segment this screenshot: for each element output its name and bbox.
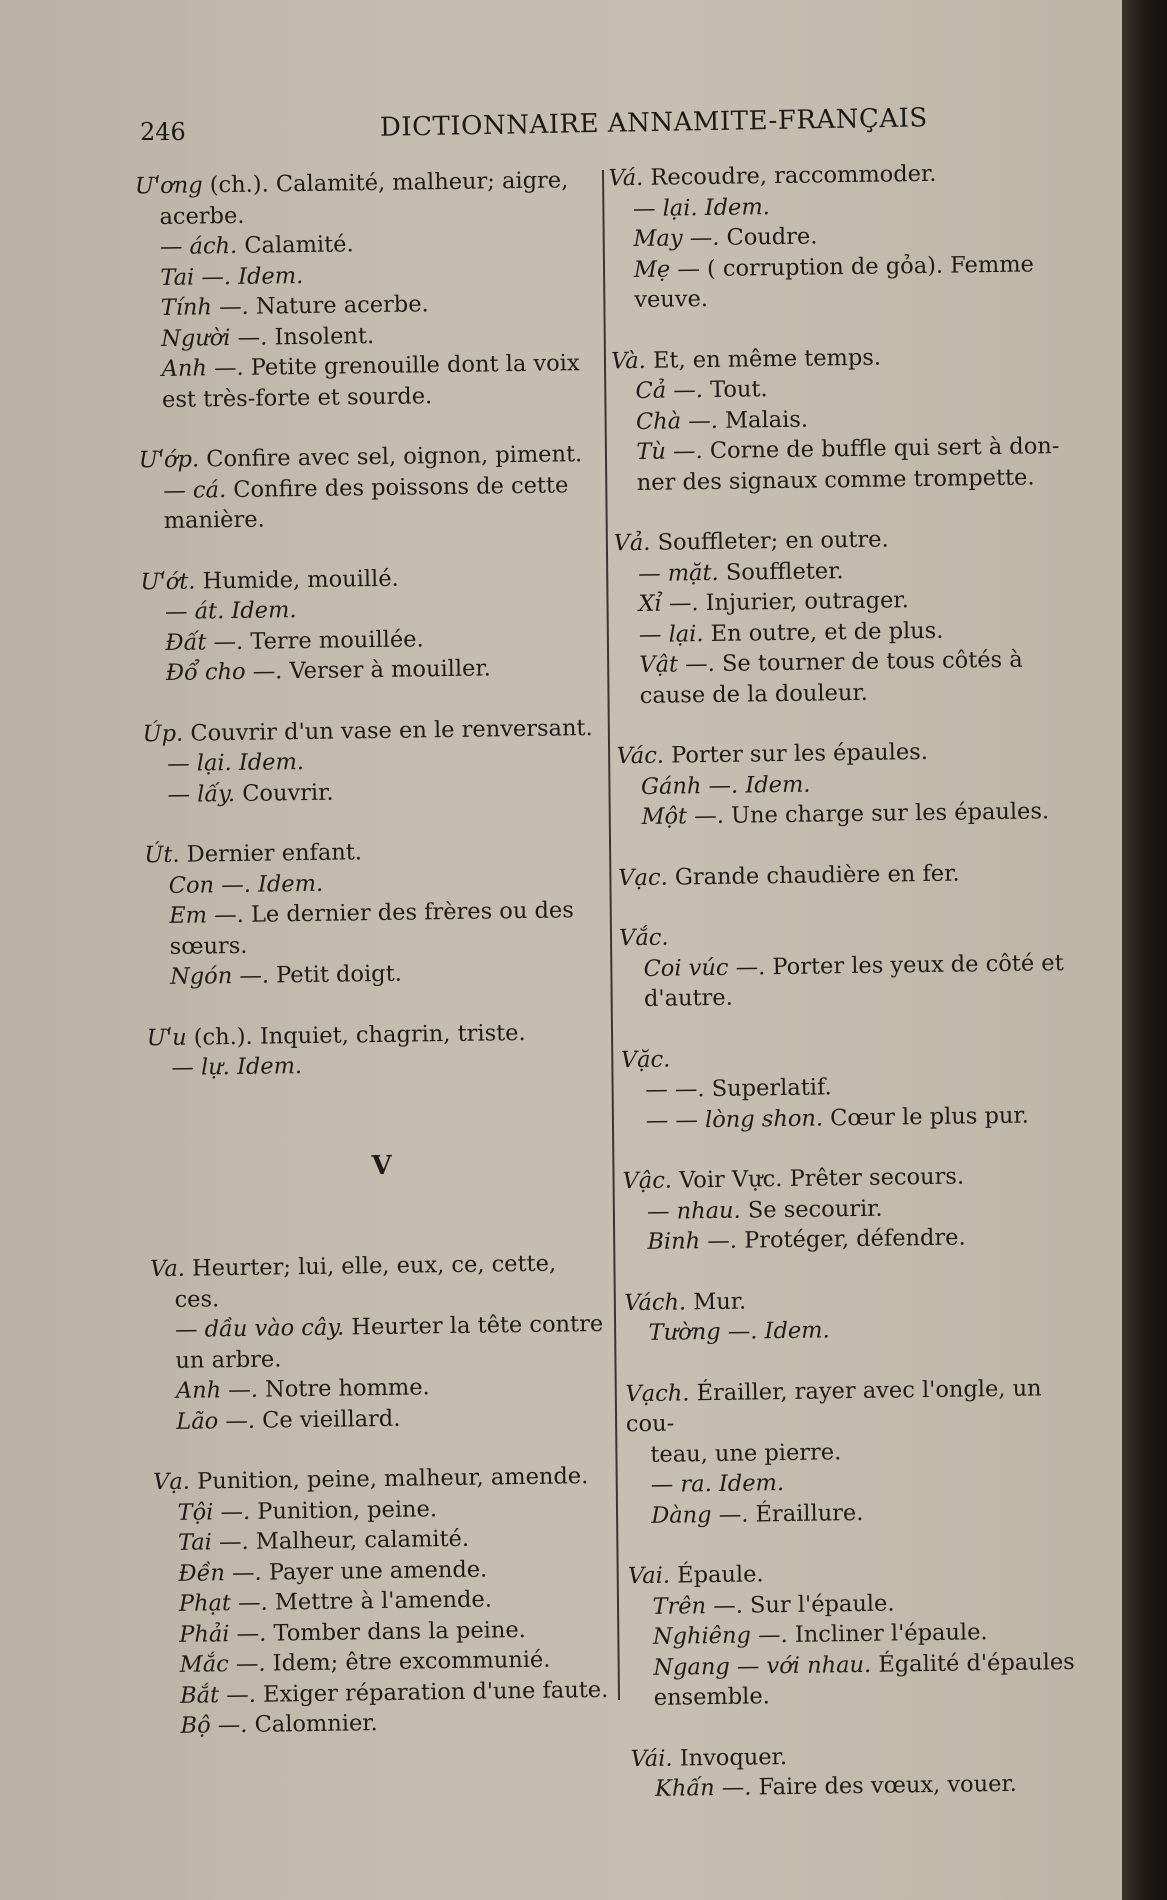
dictionary-entry — [150, 1248, 619, 1437]
french-definition: ces. — [174, 1285, 220, 1313]
dictionary-entry — [613, 522, 1086, 712]
french-definition: Notre homme. — [257, 1374, 430, 1403]
french-definition: Idem. — [757, 1317, 830, 1345]
vietnamese-term: Trên —. — [652, 1592, 744, 1620]
entry-line — [620, 978, 1090, 1015]
vietnamese-term: Anh —. — [175, 1376, 259, 1404]
entry-line — [140, 500, 606, 537]
french-definition: un arbre. — [175, 1345, 282, 1374]
french-definition: Porter les yeux de côté et — [765, 949, 1064, 980]
running-head: DICTIONNAIRE ANNAMITE-FRANÇAIS — [379, 103, 928, 143]
dictionary-entry — [140, 560, 608, 688]
french-definition: Faire des vœux, vouer. — [751, 1770, 1018, 1801]
entry-headword-line — [625, 1372, 1096, 1440]
vietnamese-term: Vách. — [624, 1288, 687, 1316]
dictionary-entry — [616, 735, 1087, 833]
entry-line — [624, 1312, 1094, 1349]
french-definition: est très-forte et sourde. — [161, 382, 433, 413]
vietnamese-term: — át. — [164, 598, 225, 625]
french-definition: Heurter; lui, elle, eux, ce, cette, — [184, 1250, 557, 1282]
french-definition: Superlatif. — [704, 1074, 832, 1103]
french-definition: Idem. — [250, 870, 324, 898]
dictionary-entry — [618, 856, 1088, 893]
vietnamese-term: Vá. — [608, 164, 644, 192]
french-definition: Ce vieillard. — [254, 1405, 401, 1434]
french-definition: Une charge sur les épaules. — [723, 798, 1050, 829]
french-definition: Égalité d'épaules — [871, 1648, 1075, 1678]
vietnamese-term: — lại. — [632, 194, 698, 222]
dictionary-entry — [147, 1016, 614, 1084]
entry-line — [143, 773, 609, 810]
french-definition: Punition, peine, malheur, amende. — [189, 1463, 589, 1495]
dictionary-entry — [622, 1160, 1093, 1258]
entry-line — [627, 1494, 1097, 1531]
entry-line — [616, 674, 1086, 711]
vietnamese-term: Vái. — [630, 1745, 673, 1772]
french-definition: Terre mouillée. — [243, 625, 424, 655]
french-definition: Idem. — [738, 771, 811, 799]
dictionary-entry — [153, 1461, 623, 1742]
vietnamese-term: — lấy. — [167, 780, 236, 808]
french-definition: Heurter la tête contre — [344, 1310, 604, 1341]
french-definition: Grande chaudière en fer. — [667, 860, 960, 891]
vietnamese-term: Xỉ —. — [638, 590, 699, 617]
dictionary-entry — [621, 1038, 1092, 1136]
vietnamese-term: Nghiêng —. — [652, 1622, 788, 1650]
left-column — [135, 165, 623, 1772]
vietnamese-term: Anh —. — [161, 354, 244, 382]
vietnamese-term: Đền —. — [178, 1559, 262, 1587]
french-definition: Le dernier des frères ou des — [243, 897, 574, 928]
vietnamese-term: Bộ —. — [180, 1711, 248, 1739]
vietnamese-term: Người —. — [161, 323, 268, 352]
page-number: 246 — [140, 118, 186, 146]
vietnamese-term: Gánh —. — [640, 772, 739, 800]
french-definition: Humide, mouillé. — [195, 565, 399, 595]
vietnamese-term: Binh —. — [647, 1227, 738, 1255]
vietnamese-term: Vạch. — [625, 1379, 690, 1407]
vietnamese-term: Vai. — [627, 1562, 671, 1590]
vietnamese-term: — ách. — [159, 232, 238, 260]
french-definition: Injurier, outrager. — [698, 587, 909, 617]
french-definition: Souffleter. — [718, 557, 844, 586]
french-definition: Se secourir. — [740, 1195, 883, 1224]
french-definition: cause de la douleur. — [639, 679, 868, 709]
french-definition: Et, en même temps. — [645, 344, 882, 374]
entry-line — [630, 1677, 1100, 1714]
vietnamese-term: Phạt —. — [178, 1589, 268, 1617]
french-definition: Se tourner de tous côtés à — [714, 646, 1023, 677]
vietnamese-term: Con —. — [168, 871, 252, 899]
french-definition: Exiger réparation d'une faute. — [255, 1676, 609, 1708]
dictionary-entry — [619, 917, 1090, 1015]
french-definition: Voir Vực. Prêter secours. — [671, 1163, 965, 1194]
french-definition: Porter sur les épaules. — [663, 738, 929, 769]
entry-headword-line — [618, 856, 1088, 893]
vietnamese-term: Tội —. — [177, 1498, 251, 1526]
vietnamese-term: Một —. — [641, 802, 725, 830]
vietnamese-term: Vác. — [616, 742, 665, 770]
vietnamese-term: Phải —. — [179, 1620, 267, 1648]
vietnamese-term: Ngón —. — [169, 962, 270, 990]
french-definition: Protéger, défendre. — [736, 1224, 966, 1254]
dictionary-entry — [628, 1555, 1100, 1714]
french-definition: Idem. — [231, 749, 305, 777]
vietnamese-term: — mặt. — [637, 559, 719, 587]
vietnamese-term: Vạc. — [618, 864, 668, 891]
vietnamese-term: — —. — [645, 1076, 705, 1103]
french-definition: Insolent. — [267, 322, 375, 350]
french-definition: (ch.). Inquiet, chagrin, triste. — [186, 1019, 526, 1051]
dictionary-entry — [630, 1737, 1101, 1805]
vietnamese-term: — lại. — [638, 620, 704, 648]
entry-line — [152, 1400, 618, 1437]
french-definition: Cœur le plus pur. — [822, 1102, 1029, 1131]
french-definition: Calamité. — [237, 231, 354, 259]
french-definition: Idem. — [229, 1053, 303, 1081]
vietnamese-term: — nhau. — [646, 1197, 741, 1225]
vietnamese-term: Lão —. — [176, 1407, 256, 1435]
vietnamese-term: Vật —. — [639, 650, 716, 678]
entry-line — [610, 279, 1080, 316]
french-definition: teau, une pierre. — [650, 1438, 842, 1468]
entry-line — [156, 1705, 622, 1742]
french-definition: acerbe. — [159, 202, 245, 230]
french-definition: Mur. — [685, 1288, 747, 1315]
french-definition: En outre, et de plus. — [703, 617, 944, 647]
entry-line — [613, 461, 1083, 498]
vietnamese-term: Tường —. — [648, 1318, 758, 1346]
entry-line — [147, 1047, 613, 1084]
dictionary-entry — [625, 1372, 1097, 1531]
entry-line — [138, 378, 604, 415]
vietnamese-term: Ư'ớp. — [138, 446, 200, 474]
dictionary-entry — [144, 834, 612, 993]
french-definition: d'autre. — [643, 984, 733, 1012]
vietnamese-term: Tai —. — [160, 263, 232, 291]
vietnamese-term: May —. — [633, 224, 720, 253]
french-definition: Érailler, rayer avec l'ongle, un cou- — [625, 1374, 1042, 1438]
vietnamese-term: — dầu vào cây. — [174, 1314, 345, 1343]
french-definition: Idem. — [711, 1470, 785, 1498]
dictionary-entry — [611, 339, 1083, 498]
vietnamese-term: Khấn —. — [654, 1774, 752, 1802]
vietnamese-term: — — lòng shon. — [645, 1104, 824, 1134]
vietnamese-term: — ra. — [650, 1471, 712, 1498]
vietnamese-term: Đất —. — [165, 628, 244, 656]
left-entries-u — [135, 165, 614, 1084]
french-definition: Nature acerbe. — [248, 291, 429, 320]
french-definition: manière. — [163, 506, 265, 534]
french-definition: Tomber dans la peine. — [266, 1616, 527, 1647]
french-definition: Incliner l'épaule. — [787, 1619, 988, 1649]
section-letter: V — [371, 1150, 393, 1181]
vietnamese-term: — lại. — [166, 750, 232, 777]
entry-line — [146, 956, 612, 993]
entry-line — [623, 1221, 1093, 1258]
french-definition: Invoquer. — [672, 1743, 788, 1772]
vietnamese-term: Úp. — [142, 720, 184, 747]
french-definition: Punition, peine. — [249, 1495, 438, 1525]
entry-line — [617, 796, 1087, 833]
vietnamese-term: Vắc. — [618, 924, 669, 952]
vietnamese-term: Ư'ớt. — [140, 568, 196, 595]
french-definition: Dernier enfant. — [179, 839, 363, 868]
vietnamese-term: Tính —. — [160, 293, 249, 321]
vietnamese-term: Mẹ — — [633, 255, 701, 283]
adjacent-page-strip — [1122, 0, 1167, 1900]
vietnamese-term: Dàng —. — [651, 1501, 749, 1529]
french-definition: Verser à mouiller. — [282, 655, 492, 685]
vietnamese-term: Và. — [610, 347, 647, 374]
vietnamese-term: Chà —. — [635, 407, 719, 435]
dictionary-entry — [624, 1281, 1095, 1349]
french-definition: Payer une amende. — [261, 1556, 488, 1586]
vietnamese-term: — lự. — [171, 1054, 231, 1081]
right-entries — [608, 157, 1101, 1805]
vietnamese-term: Cả —. — [635, 377, 704, 405]
entry-line — [142, 652, 608, 689]
french-definition: ensemble. — [653, 1683, 771, 1711]
dictionary-entry — [142, 712, 609, 810]
french-definition: Petite grenouille dont la voix — [243, 350, 580, 381]
vietnamese-term: — cá. — [163, 476, 227, 504]
vietnamese-term: Bắt —. — [179, 1681, 257, 1709]
vietnamese-term: Vả. — [613, 529, 651, 557]
left-entries-v — [150, 1248, 623, 1742]
vietnamese-term: Tù —. — [636, 438, 703, 465]
french-definition: Idem. — [224, 597, 297, 625]
french-definition: Sur l'épaule. — [742, 1590, 895, 1619]
vietnamese-term: Va. — [149, 1255, 186, 1283]
french-definition: veuve. — [634, 285, 709, 314]
french-definition: Couvrir. — [234, 779, 334, 807]
french-definition: sœurs. — [169, 932, 248, 960]
french-definition: Souffleter; en outre. — [650, 526, 889, 556]
dictionary-entry — [135, 165, 604, 415]
french-definition: Éraillure. — [748, 1499, 864, 1528]
vietnamese-term: Vạ. — [152, 1468, 191, 1496]
french-definition: Idem; être excommunié. — [265, 1646, 551, 1677]
french-definition: Tout. — [702, 376, 768, 404]
vietnamese-term: Coi vúc —. — [643, 953, 766, 982]
vietnamese-term: Đổ cho —. — [165, 658, 283, 686]
entry-line — [631, 1768, 1101, 1805]
french-definition: Idem. — [230, 262, 304, 290]
french-definition: Mettre à l'amende. — [267, 1586, 493, 1616]
french-definition: Malais. — [717, 406, 809, 434]
vietnamese-term: Vậc. — [622, 1167, 673, 1195]
vietnamese-term: Ư'u — [146, 1024, 187, 1051]
french-definition: Corne de buffle qui sert à don- — [702, 433, 1060, 465]
vietnamese-term: Út. — [144, 841, 180, 869]
vietnamese-term: Ngang — với nhau. — [653, 1651, 872, 1681]
french-definition: Confire avec sel, oignon, piment. — [198, 441, 583, 473]
french-definition: ner des signaux comme trompette. — [636, 463, 1035, 496]
right-column — [608, 157, 1101, 1835]
vietnamese-term: Tai —. — [177, 1528, 249, 1556]
french-definition: Confire des poissons de cette — [225, 471, 569, 503]
vietnamese-term: Em —. — [169, 901, 245, 929]
dictionary-entry — [139, 439, 606, 537]
entry-line — [622, 1099, 1092, 1136]
vietnamese-term: Ư'ơng — [134, 172, 203, 200]
french-definition: Coudre. — [719, 223, 818, 251]
french-definition: Couvrir d'un vase en le renversant. — [183, 714, 593, 747]
french-definition: Petit doigt. — [268, 960, 402, 989]
french-definition: Malheur, calamité. — [248, 1525, 470, 1555]
dictionary-entry — [608, 157, 1080, 316]
french-definition: Idem. — [697, 193, 771, 221]
french-definition: Épaule. — [669, 1561, 764, 1589]
french-definition: Calomnier. — [247, 1710, 378, 1738]
vietnamese-term: Mắc —. — [179, 1650, 266, 1678]
vietnamese-term: Vặc. — [620, 1046, 671, 1073]
french-definition: (ch.). Calamité, malheur; aigre, — [202, 167, 569, 199]
french-definition: Recoudre, raccommoder. — [643, 160, 937, 191]
french-definition: ( corruption de gỏa). Femme — [699, 250, 1035, 282]
